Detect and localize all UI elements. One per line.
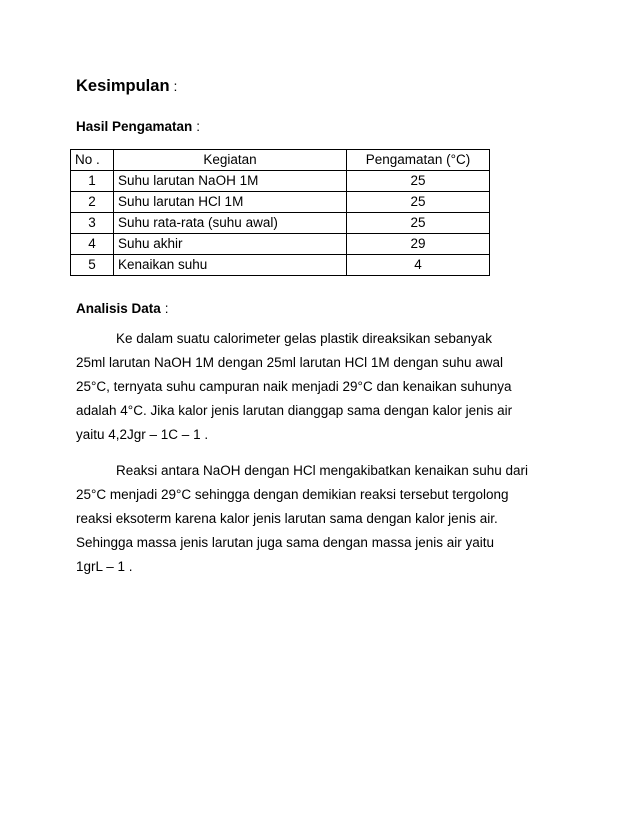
cell-kegiatan: Kenaikan suhu <box>114 255 347 276</box>
observation-table <box>70 149 490 276</box>
table-row <box>71 192 490 213</box>
cell-no: 5 <box>71 255 114 276</box>
cell-pengamatan: 25 <box>347 213 490 234</box>
header-no: No . <box>71 150 114 171</box>
table-row <box>71 255 490 276</box>
kesimpulan-heading <box>76 77 177 96</box>
cell-no: 4 <box>71 234 114 255</box>
cell-kegiatan: Suhu larutan NaOH 1M <box>114 171 347 192</box>
analysis-paragraph-2 <box>76 459 576 579</box>
analisis-data-title: Analisis Data <box>76 301 161 316</box>
cell-pengamatan: 4 <box>347 255 490 276</box>
cell-pengamatan: 25 <box>347 171 490 192</box>
hasil-pengamatan-colon: : <box>196 119 201 134</box>
cell-kegiatan: Suhu rata-rata (suhu awal) <box>114 213 347 234</box>
hasil-pengamatan-title: Hasil Pengamatan <box>76 119 193 134</box>
paragraph-line: Ke dalam suatu calorimeter gelas plastik direaksikan sebanyak <box>116 331 492 346</box>
kesimpulan-colon: : <box>173 78 178 94</box>
cell-no: 3 <box>71 213 114 234</box>
cell-kegiatan: Suhu larutan HCl 1M <box>114 192 347 213</box>
paragraph-line: 1grL – 1 . <box>76 559 133 574</box>
kesimpulan-title: Kesimpulan <box>76 77 170 95</box>
paragraph-line: reaksi eksoterm karena kalor jenis larutan sama dengan kalor jenis air. <box>76 511 498 526</box>
paragraph-line: 25°C, ternyata suhu campuran naik menjadi 29°C dan kenaikan suhunya <box>76 379 512 394</box>
analysis-paragraph-1 <box>76 327 576 447</box>
table-row <box>71 213 490 234</box>
paragraph-line: 25°C menjadi 29°C sehingga dengan demikian reaksi tersebut tergolong <box>76 487 509 502</box>
hasil-pengamatan-heading <box>76 119 200 134</box>
paragraph-line: adalah 4°C. Jika kalor jenis larutan dianggap sama dengan kalor jenis air <box>76 403 513 418</box>
header-pengamatan: Pengamatan (°C) <box>347 150 490 171</box>
analisis-data-heading <box>76 301 169 316</box>
cell-pengamatan: 29 <box>347 234 490 255</box>
header-kegiatan: Kegiatan <box>114 150 347 171</box>
table-row <box>71 171 490 192</box>
cell-pengamatan: 25 <box>347 192 490 213</box>
table-header-row <box>71 150 490 171</box>
paragraph-line: 25ml larutan NaOH 1M dengan 25ml larutan HCl 1M dengan suhu awal <box>76 355 503 370</box>
paragraph-line: Reaksi antara NaOH dengan HCl mengakibatkan kenaikan suhu dari <box>116 463 528 478</box>
analisis-data-colon: : <box>164 301 169 316</box>
paragraph-line: yaitu 4,2Jgr – 1C – 1 . <box>76 427 209 442</box>
table-row <box>71 234 490 255</box>
cell-no: 2 <box>71 192 114 213</box>
cell-no: 1 <box>71 171 114 192</box>
cell-kegiatan: Suhu akhir <box>114 234 347 255</box>
paragraph-line: Sehingga massa jenis larutan juga sama dengan massa jenis air yaitu <box>76 535 494 550</box>
